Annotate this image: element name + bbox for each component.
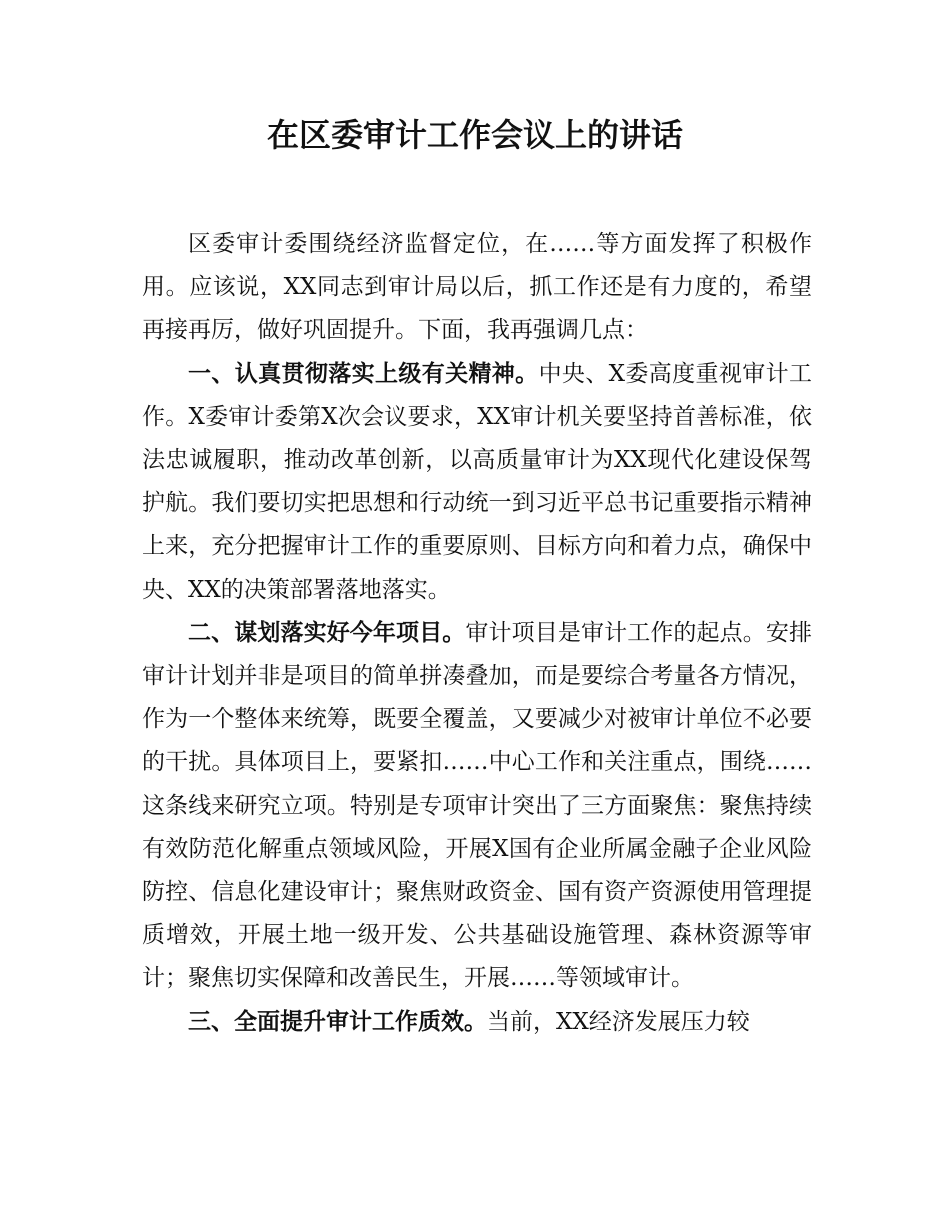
page-title: 在区委审计工作会议上的讲话 bbox=[266, 116, 683, 154]
paragraph-section-2 bbox=[142, 612, 812, 1001]
paragraph-section-3 bbox=[142, 1001, 812, 1044]
document-body bbox=[142, 223, 812, 1044]
section-heading-3: 三、全面提升审计工作质效。 bbox=[188, 1008, 487, 1035]
paragraph-text: 当前，XX经济发展压力较 bbox=[487, 1008, 750, 1035]
section-heading-1: 一、认真贯彻落实上级有关精神。 bbox=[188, 360, 539, 387]
paragraph-text: 区委审计委围绕经济监督定位，在……等方面发挥了积极作用。应该说，XX同志到审计局以后，抓工作还是有力度的，希望再接再厉，做好巩固提升。下面，我再强调几点： bbox=[142, 231, 812, 344]
paragraph-text: 审计项目是审计工作的起点。安排审计计划并非是项目的简单拼凑叠加，而是要综合考量各方情况，作为一个整体来统筹，既要全覆盖，又要减少对被审计单位不必要的干扰。具体项目上，要紧扣……中心工作和关注重点，围绕……这条线来研究立项。特别是专项审计突出了三方面聚焦：聚焦持续有效防范化解重点领域风险，开展X国有企业所属金融子企业风险防控、信息化建设审计；聚焦财政资金、国有资产资源使用管理提质增效，开展土地一级开发、公共基础设施管理、森林资源等审计；聚焦切实保障和改善民生，开展……等领域审计。 bbox=[142, 619, 813, 992]
paragraph-intro bbox=[142, 223, 812, 353]
paragraph-text: 中央、X委高度重视审计工作。X委审计委第X次会议要求，XX审计机关要坚持首善标准，依法忠诚履职，推动改革创新，以高质量审计为XX现代化建设保驾护航。我们要切实把思想和行动统一到习近平总书记重要指示精神上来，充分把握审计工作的重要原则、目标方向和着力点，确保中央、XX的决策部署落地落实。 bbox=[142, 360, 813, 603]
section-heading-2: 二、谋划落实好今年项目。 bbox=[188, 619, 466, 646]
paragraph-section-1 bbox=[142, 353, 812, 612]
